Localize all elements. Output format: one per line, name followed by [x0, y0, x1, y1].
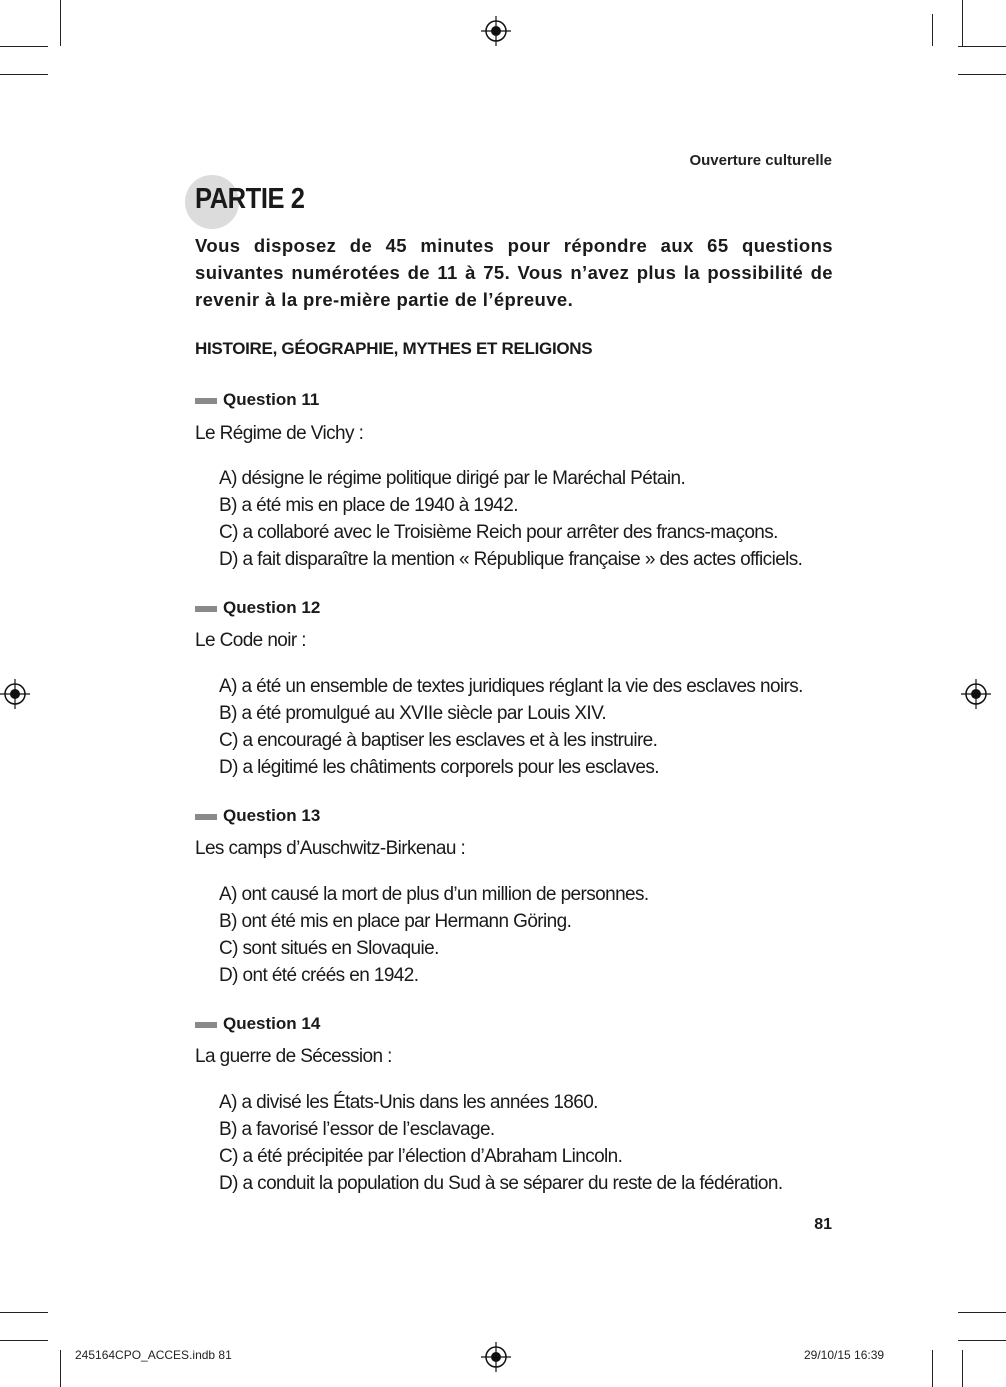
answer-option: B) a favorisé l’essor de l’esclavage. — [219, 1119, 495, 1140]
question-prompt: Le Régime de Vichy : — [195, 423, 364, 444]
answer-option: C) a encouragé à baptiser les esclaves et à les instruire. — [219, 730, 658, 751]
answer-option: B) a été promulgué au XVIIe siècle par Louis XIV. — [219, 703, 607, 724]
answer-options — [219, 1089, 783, 1197]
answer-option: B) a été mis en place de 1940 à 1942. — [219, 495, 518, 516]
answer-option: C) a été précipitée par l’élection d’Abraham Lincoln. — [219, 1146, 623, 1167]
page-number: 81 — [814, 1216, 832, 1233]
question-label: Question 12 — [223, 598, 321, 617]
slug-file-info: 245164CPO_ACCES.indb 81 — [75, 1348, 232, 1362]
answer-option: C) sont situés en Slovaquie. — [219, 938, 439, 959]
answer-options — [219, 673, 803, 781]
answer-option: A) désigne le régime politique dirigé par le Maréchal Pétain. — [219, 468, 686, 489]
registration-mark-icon — [481, 1342, 511, 1372]
answer-option: C) a collaboré avec le Troisième Reich pour arrêter des francs-maçons. — [219, 522, 778, 543]
answer-option: D) ont été créés en 1942. — [219, 965, 419, 986]
answer-option: D) a conduit la population du Sud à se séparer du reste de la fédération. — [219, 1173, 783, 1194]
running-header: Ouverture culturelle — [689, 152, 832, 169]
answer-options — [219, 881, 649, 989]
answer-option: A) a été un ensemble de textes juridiques réglant la vie des esclaves noirs. — [219, 676, 803, 697]
registration-mark-icon — [0, 679, 30, 709]
question-dash-icon — [195, 1022, 217, 1028]
answer-option: D) a légitimé les châtiments corporels pour les esclaves. — [219, 757, 659, 778]
question-prompt: La guerre de Sécession : — [195, 1046, 392, 1067]
answer-option: A) a divisé les États-Unis dans les années 1860. — [219, 1092, 598, 1113]
answer-option: A) ont causé la mort de plus d’un million de personnes. — [219, 884, 649, 905]
answer-options — [219, 465, 802, 573]
question-label: Question 13 — [223, 806, 321, 825]
question-label: Question 14 — [223, 1014, 321, 1033]
question-dash-icon — [195, 814, 217, 820]
question-dash-icon — [195, 606, 217, 612]
registration-mark-icon — [481, 16, 511, 46]
question-label: Question 11 — [223, 390, 320, 409]
question-prompt: Le Code noir : — [195, 630, 306, 651]
answer-option: D) a fait disparaître la mention « République française » des actes officiels. — [219, 549, 803, 570]
section-title: HISTOIRE, GÉOGRAPHIE, MYTHES ET RELIGIONS — [195, 339, 593, 358]
instructions-paragraph: Vous disposez de 45 minutes pour répondre aux 65 questions suivantes numérotées de 11 à 75. Vous n’avez plus la possibilité de revenir à la pre-mière partie de l’épreuve. — [195, 235, 833, 310]
slug-date-info: 29/10/15 16:39 — [804, 1348, 885, 1362]
question-prompt: Les camps d’Auschwitz-Birkenau : — [195, 838, 466, 859]
question-dash-icon — [195, 398, 217, 404]
part-title: PARTIE 2 — [195, 183, 305, 215]
answer-option: B) ont été mis en place par Hermann Göring. — [219, 911, 572, 932]
registration-mark-icon — [961, 679, 991, 709]
